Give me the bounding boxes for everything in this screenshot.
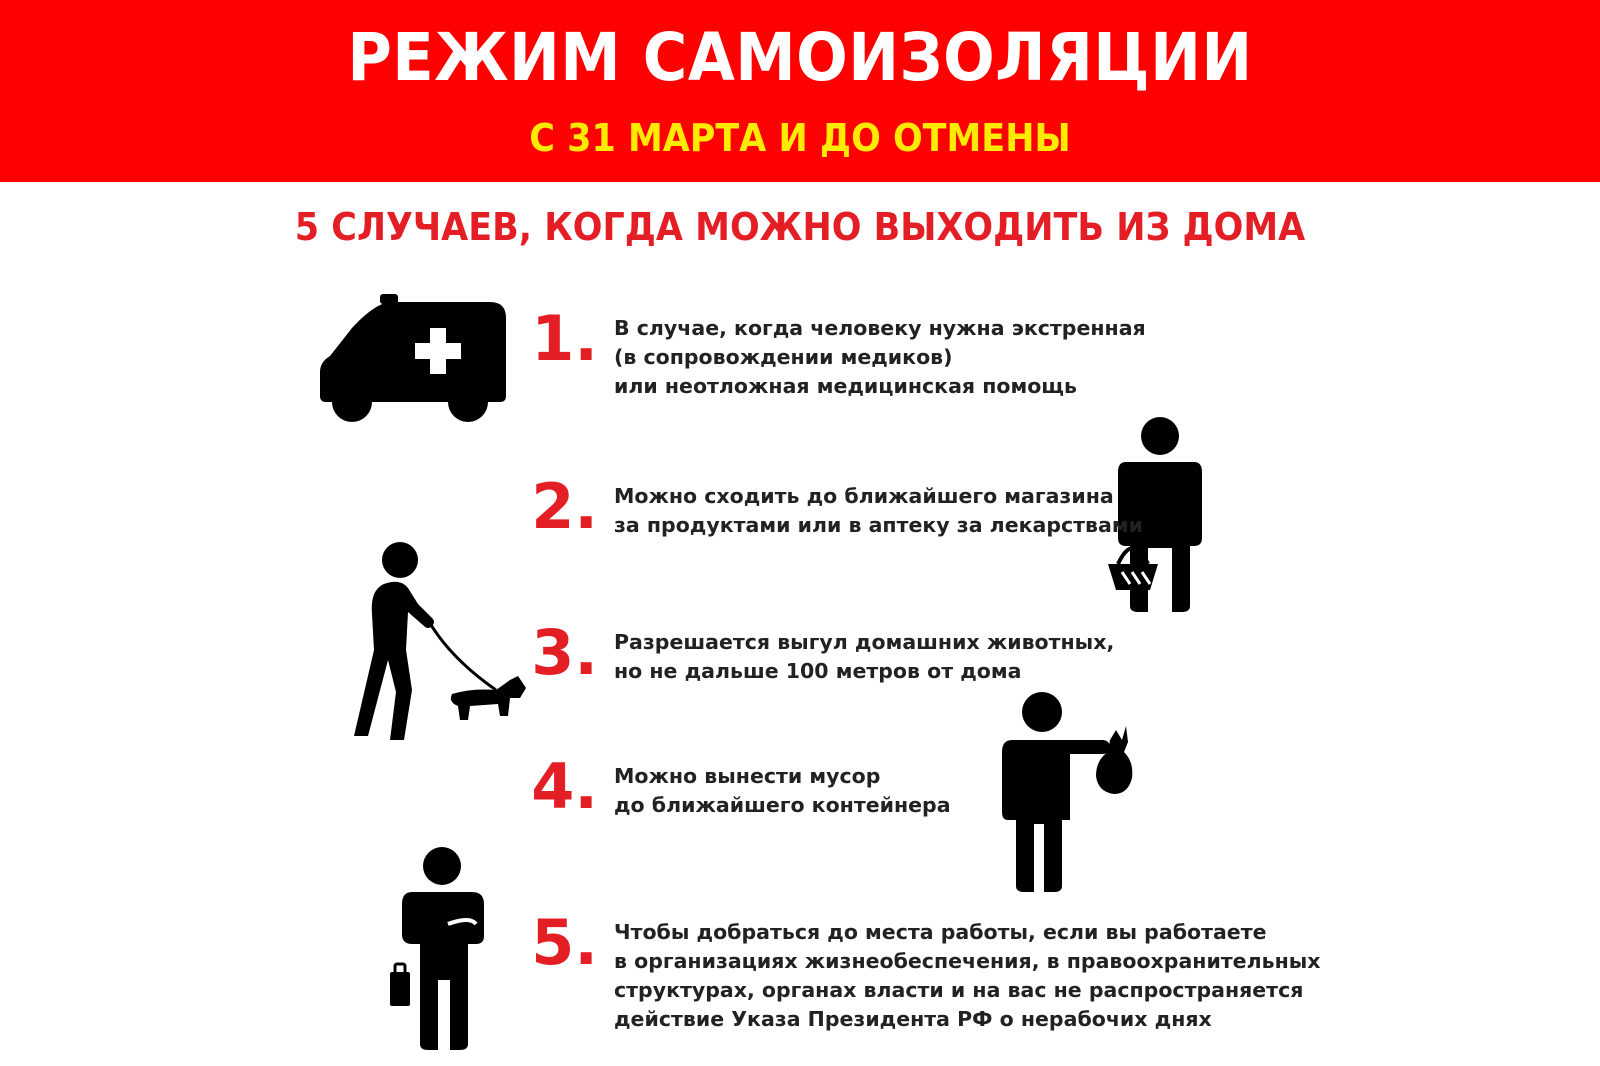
item-3-number: 3.	[531, 616, 598, 689]
item-5-line: Чтобы добраться до места работы, если вы работаете	[614, 920, 1267, 944]
item-1-text	[614, 314, 1146, 401]
item-2-text	[614, 482, 1143, 540]
item-1-line: или неотложная медицинская помощь	[614, 374, 1077, 398]
item-5-line: действие Указа Президента РФ о нерабочих днях	[614, 1007, 1212, 1031]
item-5-line: структурах, органах власти и на вас не распространяется	[614, 978, 1304, 1002]
item-3-line: Разрешается выгул домашних животных,	[614, 630, 1115, 654]
ambulance-icon	[318, 294, 508, 426]
item-2-line: Можно сходить до ближайшего магазина	[614, 484, 1114, 508]
item-4-line: до ближайшего контейнера	[614, 793, 951, 817]
person-with-briefcase-icon	[390, 846, 500, 1056]
page-subtitle: С 31 МАРТА И ДО ОТМЕНЫ	[529, 116, 1071, 160]
item-2-line: за продуктами или в аптеку за лекарствами	[614, 513, 1143, 537]
item-3-line: но не дальше 100 метров от дома	[614, 659, 1022, 683]
item-4-line: Можно вынести мусор	[614, 764, 881, 788]
item-2-number: 2.	[531, 470, 598, 543]
person-walking-dog-icon	[340, 540, 540, 750]
page-title: РЕЖИМ САМОИЗОЛЯЦИИ	[347, 19, 1253, 96]
item-1-line: В случае, когда человеку нужна экстренная	[614, 316, 1146, 340]
person-with-trash-bag-icon	[998, 690, 1138, 900]
item-1-number: 1.	[531, 302, 598, 375]
item-1-line: (в сопровождении медиков)	[614, 345, 953, 369]
item-3-text	[614, 628, 1114, 686]
item-5-number: 5.	[531, 906, 598, 979]
header-banner	[0, 0, 1600, 182]
item-5-text	[614, 918, 1321, 1034]
item-4-number: 4.	[531, 750, 598, 823]
section-heading: 5 СЛУЧАЕВ, КОГДА МОЖНО ВЫХОДИТЬ ИЗ ДОМА	[294, 205, 1306, 249]
item-4-text	[614, 762, 951, 820]
item-5-line: в организациях жизнеобеспечения, в правоохранительных	[614, 949, 1321, 973]
